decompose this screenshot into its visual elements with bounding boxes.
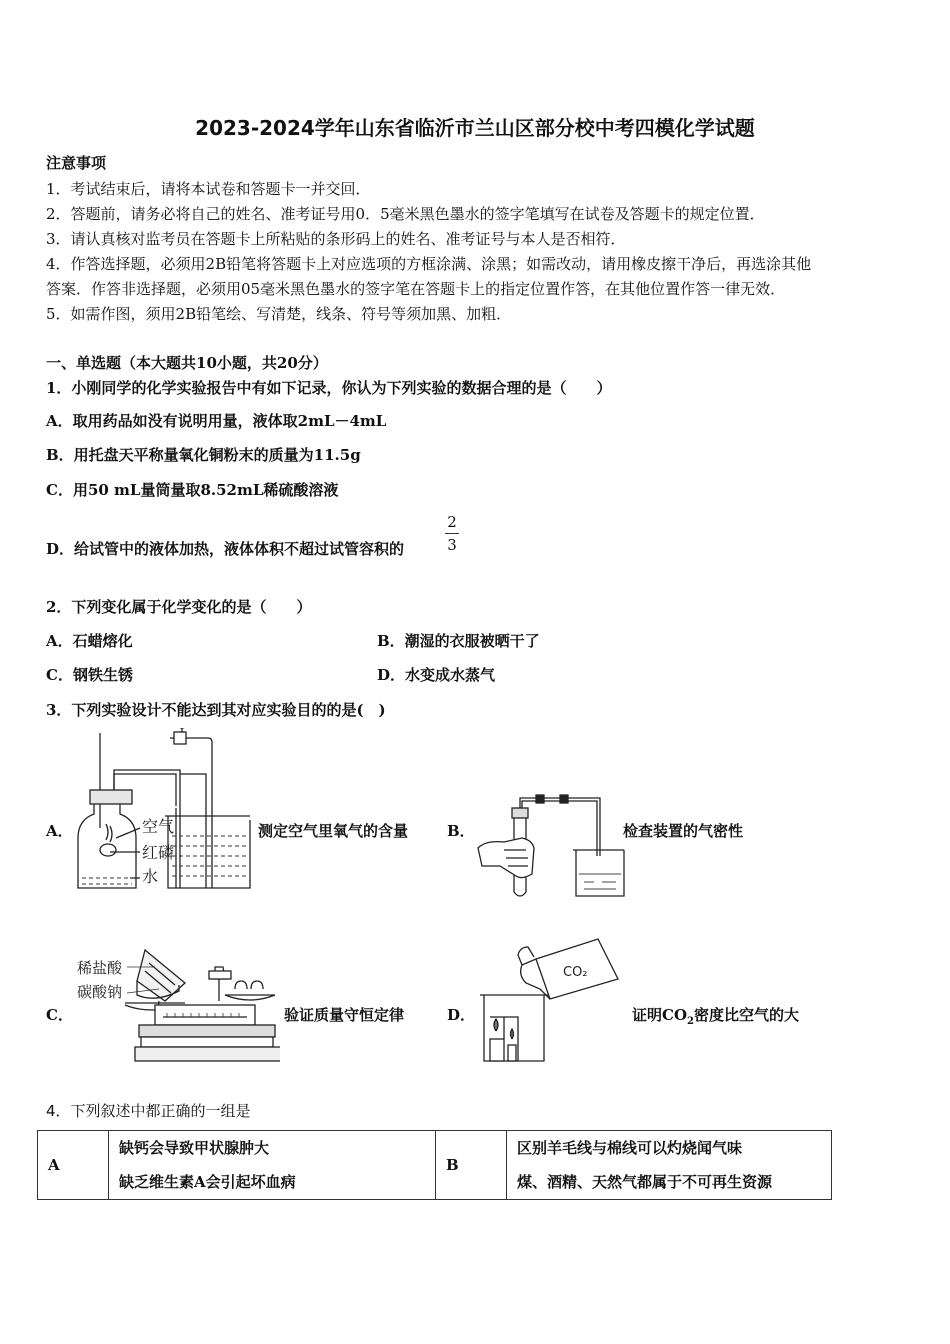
- statement-line: 区别羊毛线与棉线可以灼烧闻气味: [517, 1139, 743, 1157]
- table-cell-key: A: [38, 1131, 109, 1200]
- figure-co2-density-candles: [478, 935, 628, 1070]
- q3-option-c-text: 验证质量守恒定律: [284, 1006, 405, 1024]
- notice-item: 5．如需作图，须用2B铅笔绘、写清楚，线条、符号等须加黑、加粗．: [46, 305, 512, 323]
- statement-line: 缺乏维生素A会引起坏血病: [119, 1173, 296, 1191]
- q2-option-d: D．水变成水蒸气: [377, 666, 496, 684]
- label-sodium-carbonate: 碳酸钠: [77, 983, 123, 1001]
- q2-option-c: C．钢铁生锈: [46, 666, 133, 684]
- notice-item: 3．请认真核对监考员在答题卡上所粘贴的条形码上的姓名、准考证号与本人是否相符．: [46, 230, 626, 248]
- table-cell-key: B: [436, 1131, 507, 1200]
- q3-option-c-label: C．: [46, 1006, 73, 1024]
- label-red-phosphorus: 红磷: [142, 843, 175, 862]
- q4-stem: 4．下列叙述中都正确的一组是: [46, 1102, 251, 1120]
- co2-text: 证明CO: [632, 1006, 688, 1024]
- table-row: [38, 1131, 832, 1200]
- q3-option-b-label: B．: [447, 822, 475, 840]
- q2-option-a: A．石蜡熔化: [46, 632, 133, 650]
- q3-stem: 3．下列实验设计不能达到其对应实验目的的是( ): [46, 701, 386, 719]
- figure-airtightness-check: [476, 790, 626, 905]
- label-dilute-hcl: 稀盐酸: [77, 959, 123, 977]
- q1-option-b: B．用托盘天平称量氧化铜粉末的质量为11.5g: [46, 446, 361, 464]
- q2-option-b: B．潮湿的衣服被晒干了: [377, 632, 540, 650]
- q1-option-a: A．取用药品如没有说明用量，液体取2mL－4mL: [46, 412, 387, 430]
- q4-options-table: [37, 1130, 832, 1200]
- fraction-bar: [445, 533, 459, 534]
- statement-line: 煤、酒精、天然气都属于不可再生资源: [517, 1173, 773, 1191]
- notice-heading: 注意事项: [46, 154, 107, 172]
- statement-line: 缺钙会导致甲状腺肿大: [119, 1139, 270, 1157]
- label-co2: CO₂: [563, 965, 588, 980]
- figure-oxygen-content-apparatus: [70, 728, 255, 893]
- co2-subscript: 2: [687, 1016, 694, 1027]
- density-text: 密度比空气的大: [693, 1006, 799, 1024]
- fraction-numerator: 2: [447, 513, 457, 531]
- q3-option-d-text: [632, 1004, 799, 1027]
- table-cell-statements: [507, 1131, 832, 1200]
- label-water: 水: [142, 867, 159, 886]
- table-cell-statements: [109, 1131, 436, 1200]
- q1-stem: 1．小刚同学的化学实验报告中有如下记录，你认为下列实验的数据合理的是（ ）: [46, 379, 612, 397]
- page-title: 2023-2024学年山东省临沂市兰山区部分校中考四模化学试题: [195, 116, 755, 140]
- q2-stem: 2．下列变化属于化学变化的是（ ）: [46, 598, 312, 616]
- section-heading: 一、单选题（本大题共10小题，共20分）: [46, 354, 328, 372]
- notice-item: 1．考试结束后，请将本试卷和答题卡一并交回．: [46, 180, 371, 198]
- notice-item: 2．答题前，请务必将自己的姓名、准考证号用0．5毫米黑色墨水的签字笔填写在试卷及答题卡的规定位置．: [46, 205, 765, 223]
- q3-option-a-text: 测定空气里氧气的含量: [258, 822, 409, 840]
- figure-balance-mass-conservation: [75, 945, 280, 1063]
- q3-option-b-text: 检查装置的气密性: [623, 822, 744, 840]
- label-air: 空气: [142, 817, 175, 836]
- fraction-two-thirds: [445, 512, 459, 555]
- q3-option-d-label: D．: [447, 1006, 476, 1024]
- q3-option-a-label: A．: [46, 822, 73, 840]
- notice-item: 答案．作答非选择题，必须用05毫米黑色墨水的签字笔在答题卡上的指定位置作答，在其他位置作答一律无效．: [46, 280, 786, 298]
- fraction-denominator: 3: [447, 536, 457, 554]
- q1-option-d: D．给试管中的液体加热，液体体积不超过试管容积的: [46, 540, 405, 558]
- q1-option-c: C．用50 mL量筒量取8.52mL稀硫酸溶液: [46, 481, 339, 499]
- notice-item: 4．作答选择题，必须用2B铅笔将答题卡上对应选项的方框涂满、涂黑；如需改动，请用橡皮擦干净后，再选涂其他: [46, 255, 812, 273]
